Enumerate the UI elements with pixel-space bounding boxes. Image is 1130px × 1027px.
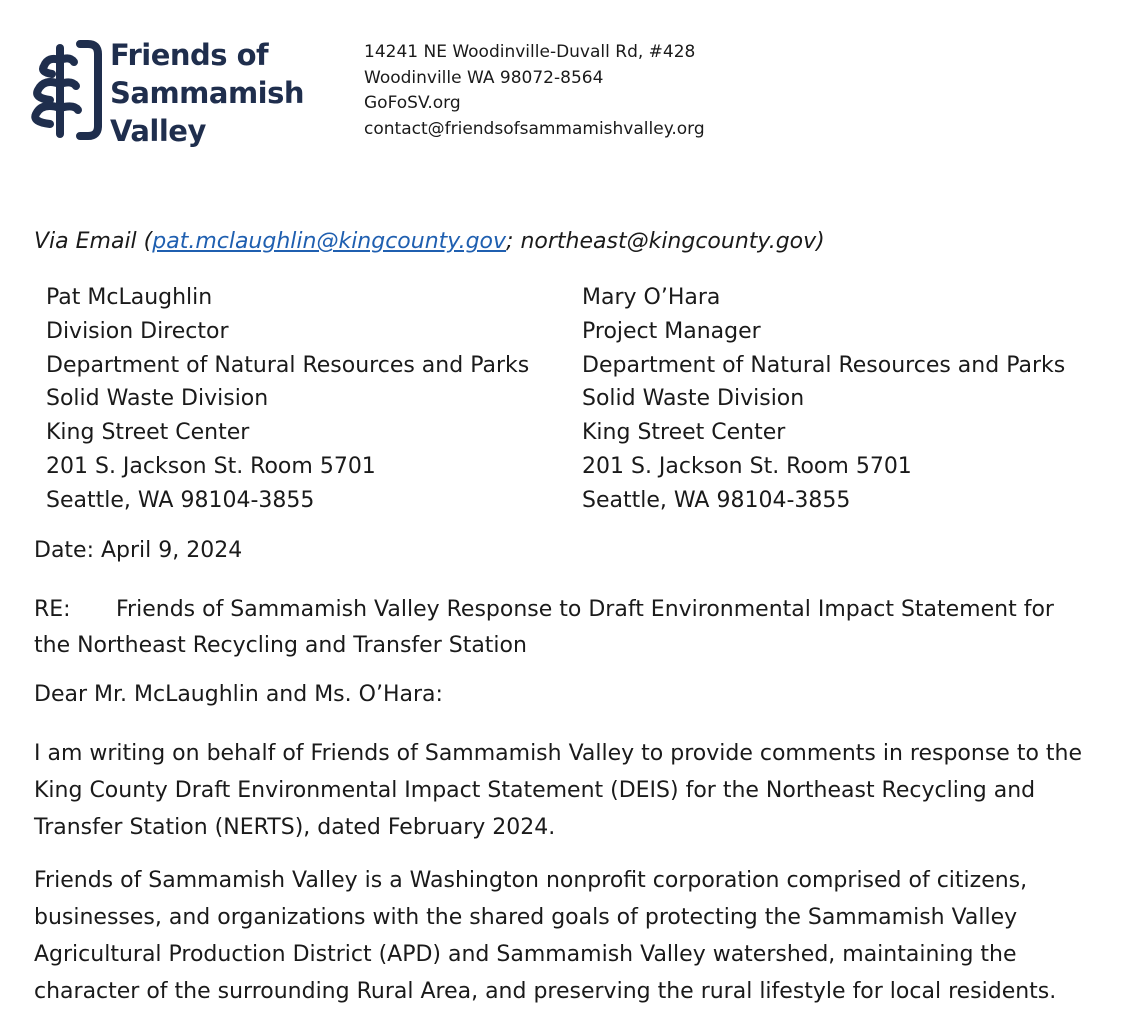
body-paragraph (34, 862, 1056, 1010)
paragraph-line: Friends of Sammamish Valley is a Washington nonprofit corporation comprised of citizens, (34, 868, 1028, 893)
email-link[interactable]: pat.mclaughlin@kingcounty.gov (152, 229, 507, 254)
org-name (110, 36, 304, 150)
address-email: contact@friendsofsammamishvalley.org (364, 118, 705, 139)
recipient-title: Project Manager (582, 318, 761, 344)
recipient-city: Seattle, WA 98104-3855 (582, 487, 851, 513)
recipient-name: Pat McLaughlin (46, 285, 213, 310)
salutation: Dear Mr. McLaughlin and Ms. O’Hara: (34, 682, 443, 707)
paragraph-line: character of the surrounding Rural Area, and preserving the rural lifestyle for local residents. (34, 979, 1057, 1004)
recipient-street: 201 S. Jackson St. Room 5701 (46, 453, 376, 479)
tree-logo-icon (30, 38, 102, 142)
org-name-line: Friends of (110, 38, 269, 72)
recipient-building: King Street Center (582, 420, 786, 446)
paragraph-line: King County Draft Environmental Impact Statement (DEIS) for the Northeast Recycling and (34, 778, 1036, 803)
recipient-block-left (46, 281, 529, 518)
recipient-title: Division Director (46, 318, 229, 344)
address-city: Woodinville WA 98072-8564 (364, 67, 604, 88)
recipient-division: Solid Waste Division (582, 386, 805, 412)
paragraph-line: I am writing on behalf of Friends of Sammamish Valley to provide comments in response to the (34, 741, 1082, 766)
letter-date: Date: April 9, 2024 (34, 538, 243, 563)
subject-label: RE: (34, 597, 71, 622)
org-logo (30, 38, 320, 153)
recipient-street: 201 S. Jackson St. Room 5701 (582, 453, 912, 479)
via-suffix: ; northeast@kingcounty.gov) (506, 229, 825, 254)
paragraph-line: businesses, and organizations with the shared goals of protecting the Sammamish Valley (34, 905, 1018, 930)
recipient-building: King Street Center (46, 420, 250, 446)
via-email-line (34, 229, 825, 254)
address-website: GoFoSV.org (364, 93, 461, 113)
org-name-line: Sammamish (110, 76, 305, 110)
recipient-department: Department of Natural Resources and Parks (46, 352, 530, 378)
subject-text-line: Friends of Sammamish Valley Response to Draft Environmental Impact Statement for (116, 597, 1054, 622)
recipient-block-right (582, 281, 1065, 518)
recipient-city: Seattle, WA 98104-3855 (46, 487, 315, 513)
paragraph-line: Transfer Station (NERTS), dated February 2024. (34, 815, 556, 840)
recipient-division: Solid Waste Division (46, 386, 269, 412)
subject-text-line: the Northeast Recycling and Transfer Station (34, 633, 527, 658)
via-prefix: Via Email ( (34, 229, 153, 254)
org-name-line: Valley (110, 114, 206, 148)
body-paragraph (34, 735, 1082, 846)
recipient-name: Mary O’Hara (582, 285, 721, 310)
subject-line (34, 592, 1054, 664)
address-street: 14241 NE Woodinville-Duvall Rd, #428 (364, 42, 696, 62)
letterhead-address (364, 40, 705, 142)
paragraph-line: Agricultural Production District (APD) and Sammamish Valley watershed, maintaining the (34, 942, 1017, 967)
recipient-department: Department of Natural Resources and Parks (582, 352, 1066, 378)
